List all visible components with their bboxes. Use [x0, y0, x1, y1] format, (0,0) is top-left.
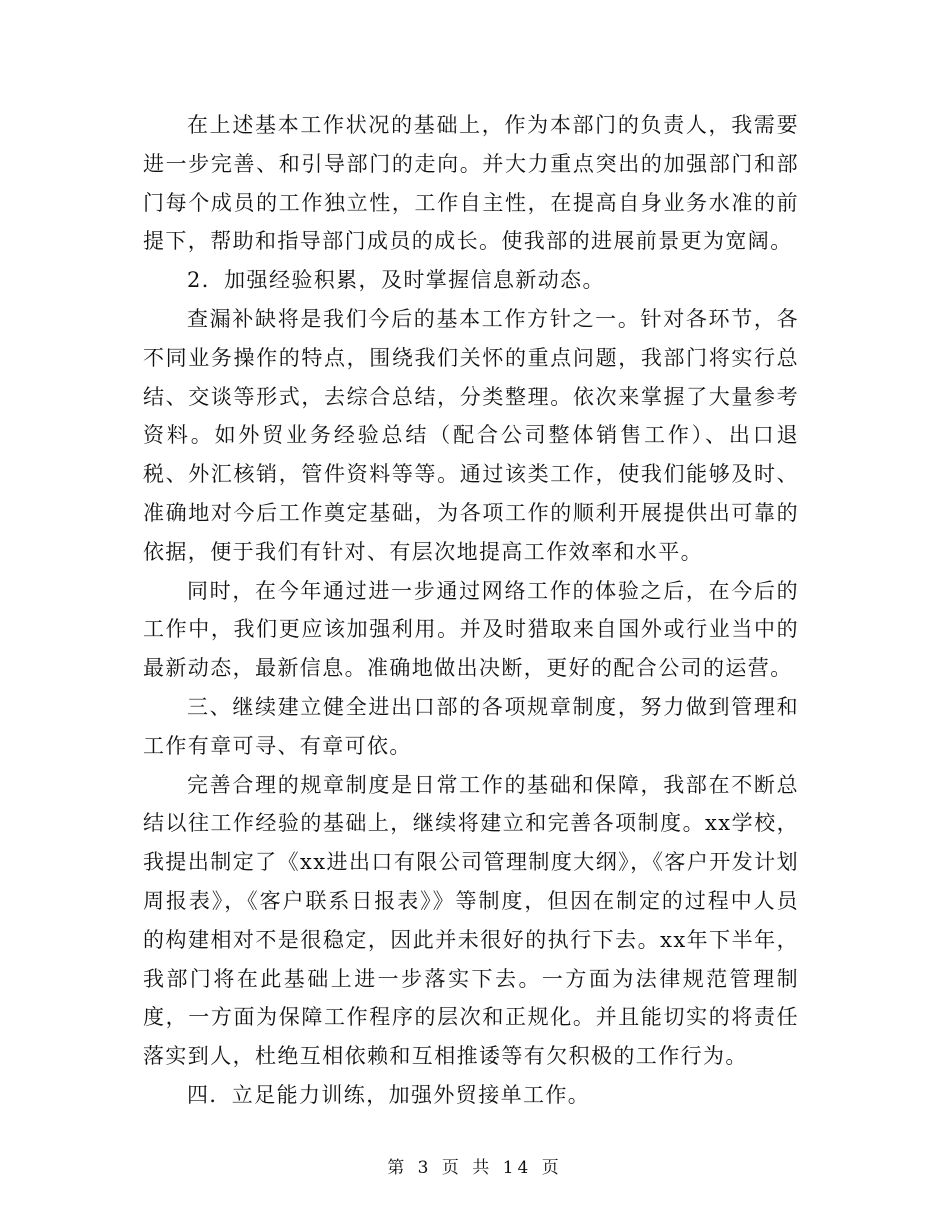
heading-ability-training: 四．立足能力训练，加强外贸接单工作。 — [187, 1082, 591, 1107]
document-body — [143, 106, 799, 1115]
paragraph-review-summary: 查漏补缺将是我们今后的基本工作方针之一。针对各环节，各不同业务操作的特点，围绕我们关怀的重点问题，我部门将实行总结、交谈等形式，去综合总结，分类整理。依次来掌握了大量参考资料。如外贸业务经验总结（配合公司整体销售工作）、出口退税、外汇核销，管件资料等等。通过该类工作，使我们能够及时、准确地对今后工作奠定基础，为各项工作的顺利开展提供出可靠的依据，便于我们有针对、有层次地提高工作效率和水平。 — [143, 306, 799, 564]
paragraph-rules-detail: 完善合理的规章制度是日常工作的基础和保障，我部在不断总结以往工作经验的基础上，继续将建立和完善各项制度。xx学校，我提出制定了《xx进出口有限公司管理制度大纲》，《客户开发计划周报表》，《客户联系日报表》》等制度，但因在制定的过程中人员的构建相对不是很稳定，因此并未很好的执行下去。xx年下半年，我部门将在此基础上进一步落实下去。一方面为法律规范管理制度，一方面为保障工作程序的层次和正规化。并且能切实的将责任落实到人，杜绝互相依赖和互相推诿等有欠积极的工作行为。 — [143, 772, 799, 1069]
paragraph-network-usage: 同时，在今年通过进一步通过网络工作的体验之后，在今后的工作中，我们更应该加强利用。并及时猎取来自国外或行业当中的最新动态，最新信息。准确地做出决断，更好的配合公司的运营。 — [143, 578, 799, 681]
page-number-footer: 第 3 页 共 14 页 — [387, 1158, 563, 1178]
paragraph-role-responsibility: 在上述基本工作状况的基础上，作为本部门的负责人，我需要进一步完善、和引导部门的走向。并大力重点突出的加强部门和部门每个成员的工作独立性，工作自主性，在提高自身业务水准的前提下，帮助和指导部门成员的成长。使我部的进展前景更为宽阔。 — [143, 113, 799, 254]
heading-rules-system: 三、继续建立健全进出口部的各项规章制度，努力做到管理和工作有章可寻、有章可依。 — [143, 694, 799, 758]
heading-experience-accumulation: 2．加强经验积累，及时掌握信息新动态。 — [187, 268, 605, 293]
